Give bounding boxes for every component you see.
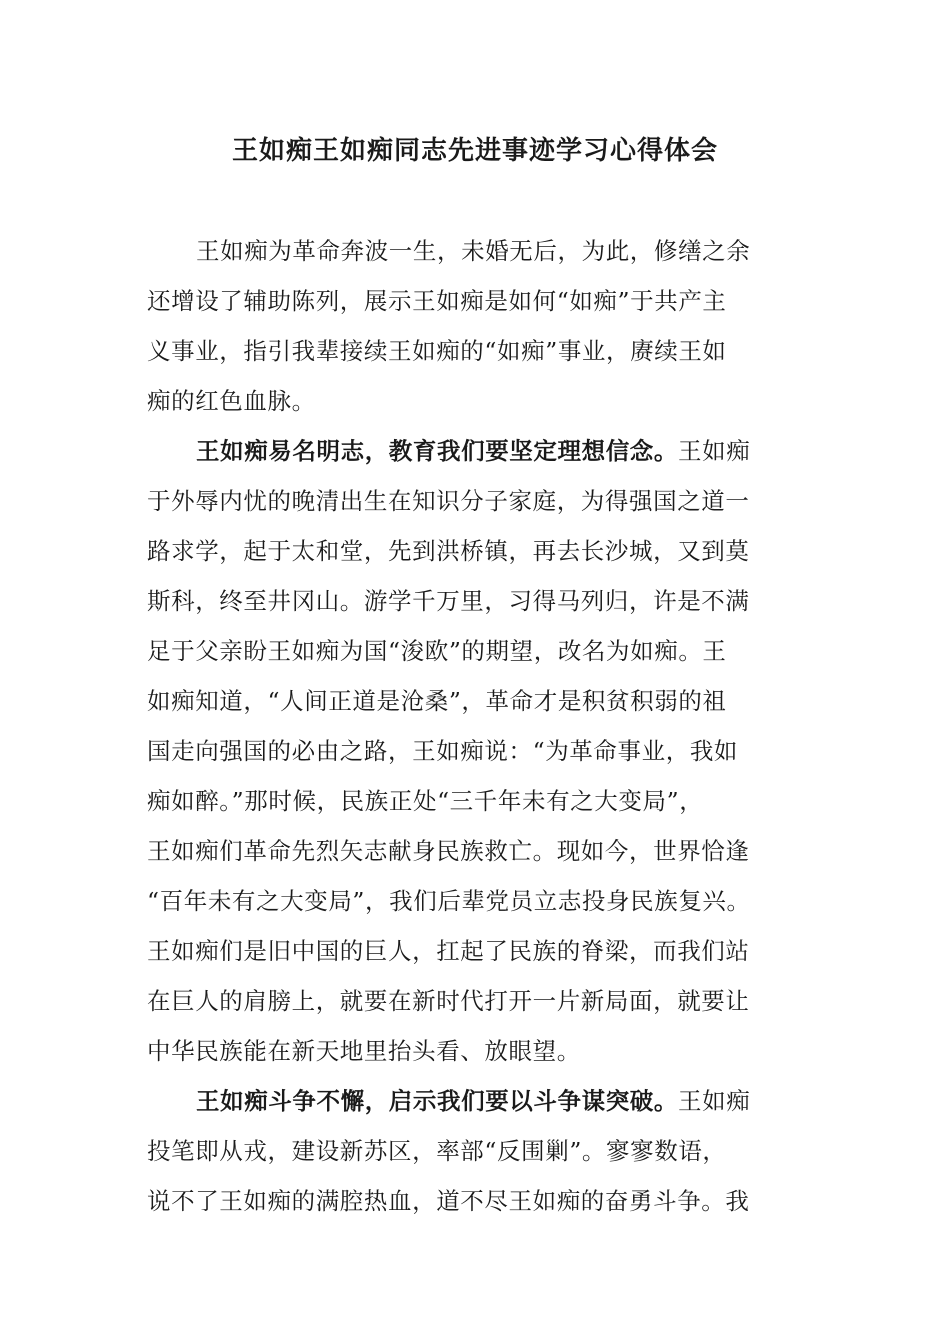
paragraph-first-line: [147, 1076, 837, 1126]
paragraph-1: [147, 226, 837, 426]
paragraph-line: 还增设了辅助陈列，展示王如痴是如何“如痴”于共产主: [147, 287, 727, 315]
paragraph-lead-sentence: 王如痴易名明志，教育我们要坚定理想信念。: [196, 437, 678, 465]
paragraph-line: 说不了王如痴的满腔热血，道不尽王如痴的奋勇斗争。我: [147, 1187, 750, 1215]
paragraph-lead-continuation: 王如痴: [678, 1087, 751, 1115]
paragraph-line: 王如痴为革命奔波一生，未婚无后，为此，修缮之余: [196, 237, 751, 265]
paragraph-line: 在巨人的肩膀上，就要在新时代打开一片新局面，就要让: [147, 987, 750, 1015]
document-body: [147, 226, 837, 1226]
paragraph-line: 于外辱内忧的晚清出生在知识分子家庭，为得强国之道一: [147, 487, 750, 515]
document-title: 王如痴王如痴同志先进事迹学习心得体会: [231, 136, 718, 166]
paragraph-first-line: [147, 426, 837, 476]
paragraph-line: 痴如醉。”那时候，民族正处“三千年未有之大变局”，: [147, 787, 704, 815]
paragraph-3: [147, 1076, 837, 1226]
paragraph-line: 足于父亲盼王如痴为国“浚欧”的期望，改名为如痴。王: [147, 637, 727, 665]
paragraph-lead-continuation: 王如痴: [678, 437, 751, 465]
paragraph-line: 斯科，终至井冈山。游学千万里，习得马列归，许是不满: [147, 587, 750, 615]
paragraph-line: 王如痴们革命先烈矢志献身民族救亡。现如今，世界恰逢: [147, 837, 750, 865]
paragraph-line: 中华民族能在新天地里抬头看、放眼望。: [147, 1037, 581, 1065]
paragraph-lead-sentence: 王如痴斗争不懈，启示我们要以斗争谋突破。: [196, 1087, 678, 1115]
paragraph-line: 痴的红色血脉。: [147, 387, 316, 415]
paragraph-line: 投笔即从戎，建设新苏区，率部“反围剿”。寥寥数语，: [147, 1137, 727, 1165]
paragraph-line: 王如痴们是旧中国的巨人，扛起了民族的脊梁，而我们站: [147, 937, 750, 965]
paragraph-line: 如痴知道，“人间正道是沧桑”，革命才是积贫积弱的祖: [147, 687, 727, 715]
paragraph-line: “百年未有之大变局”，我们后辈党员立志投身民族复兴。: [147, 887, 751, 915]
paragraph-line: 国走向强国的必由之路，王如痴说：“为革命事业，我如: [147, 737, 739, 765]
paragraph-line: 义事业，指引我辈接续王如痴的“如痴”事业，赓续王如: [147, 337, 727, 365]
paragraph-2: [147, 426, 837, 1076]
paragraph-line: 路求学，起于太和堂，先到洪桥镇，再去长沙城，又到莫: [147, 537, 750, 565]
